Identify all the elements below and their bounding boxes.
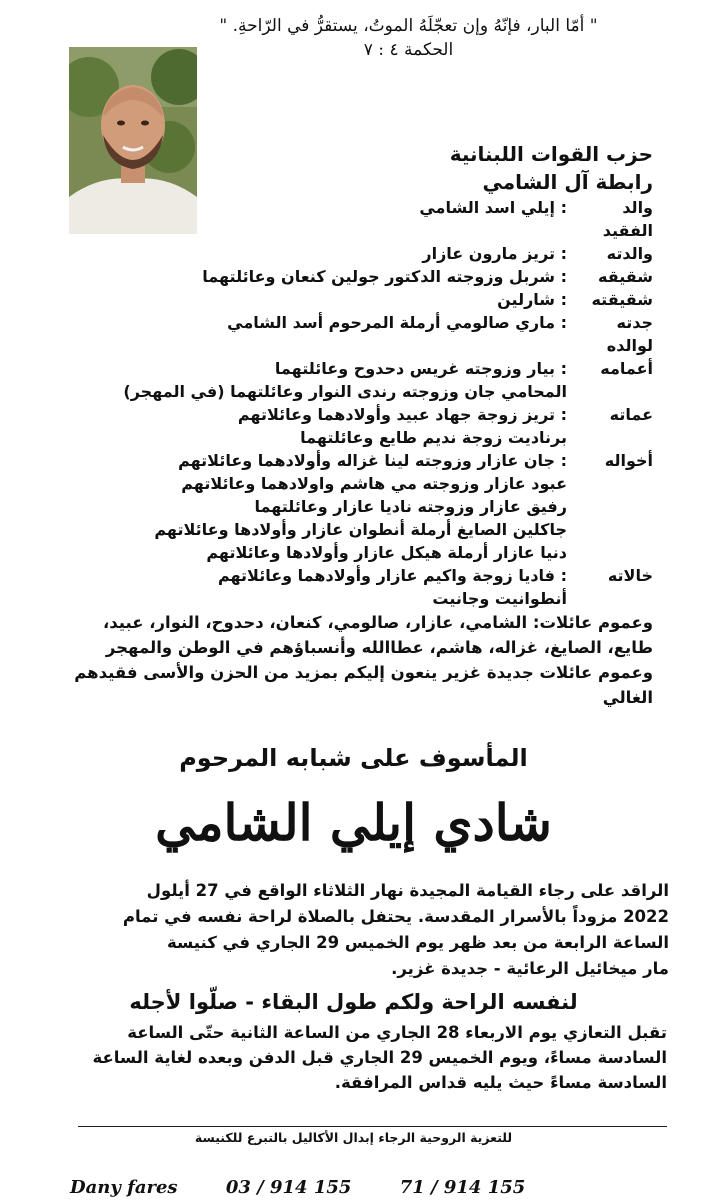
relative-names — [46, 288, 567, 311]
lament-heading: المأسوف على شبابه المرحوم — [179, 744, 528, 772]
relative-label: والد الفقيد — [602, 198, 653, 240]
relative-name-line: دنيا عازار أرملة هيكل عازار وأولادها وعائلاتهم — [206, 543, 567, 562]
relative-row — [46, 311, 653, 357]
condolence-details — [70, 1020, 667, 1095]
relative-name-line: : ماري صالومي أرملة المرحوم أسد الشامي — [227, 313, 567, 332]
relative-label: أخواله — [604, 451, 653, 470]
footer-phone-2: 71 / 914 155 — [399, 1177, 526, 1198]
relative-name-line: جاكلين الصايغ أرملة أنطوان عازار وأولادها وعائلاتهم — [154, 520, 567, 539]
relative-name-line: أنطوانيت وجانيت — [432, 589, 567, 608]
bible-verse — [150, 14, 667, 62]
relative-names — [46, 403, 567, 449]
relative-name-line: : جان عازار وزوجته لينا غزاله وأولادهما وعائلاتهم — [178, 451, 567, 470]
families-paragraph — [66, 610, 653, 710]
condolence-line: السادسة مساءً حيث يليه قداس المرافقة. — [334, 1073, 667, 1092]
relative-name-line: : تريز مارون عازار — [422, 244, 567, 263]
verse-text: " أمّا البار، فإنّهُ وإن تعجّلَهُ الموتُ، يستقرُّ في الرّاحةِ. " — [219, 16, 598, 36]
families-line: الغالي — [602, 688, 653, 707]
funeral-line: مار ميخائيل الرعائية - جديدة غزير. — [391, 959, 669, 978]
relative-names — [46, 242, 567, 265]
deceased-name: شادي إيلي الشامي — [155, 793, 552, 852]
funeral-line: الراقد على رجاء القيامة المجيدة نهار الثلاثاء الواقع في 27 أيلول — [146, 881, 669, 900]
families-line: وعموم عائلات جديدة غزير ينعون إليكم بمزيد من الحزن والأسى فقيدهم — [74, 663, 653, 682]
relative-row — [46, 449, 653, 564]
relative-label: عماته — [609, 405, 653, 424]
families-line: طايع، الصايغ، غزاله، هاشم، عطاالله وأنسباؤهم في الوطن والمهجر — [105, 638, 653, 657]
relative-name-line: : فاديا زوجة واكيم عازار وأولادهما وعائلاتهم — [217, 566, 567, 585]
league-name: رابطة آل الشامي — [482, 170, 653, 194]
relative-names — [46, 357, 567, 403]
relative-name-line: : تريز زوجة جهاد عبيد وأولادهما وعائلاتهم — [237, 405, 567, 424]
relative-label: شقيقه — [598, 267, 653, 286]
announcers-header — [450, 140, 653, 196]
relative-name-line: المحامي جان وزوجته رندى النوار وعائلتهما (في المهجر) — [123, 382, 567, 401]
relative-names — [46, 449, 567, 564]
relative-name-line: : شربل وزوجته الدكتور جولين كنعان وعائلتهما — [202, 267, 567, 286]
footer-name: Dany fares — [70, 1177, 178, 1198]
relative-name-line: : بيار وزوجته غريس دحدوح وعائلتهما — [274, 359, 567, 378]
relative-row — [46, 242, 653, 265]
relative-label: جدته لوالده — [606, 313, 653, 355]
funeral-line: الساعة الرابعة من بعد ظهر يوم الخميس 29 الجاري في كنيسة — [166, 933, 669, 952]
footer-contact — [70, 1176, 567, 1200]
relative-row — [46, 564, 653, 610]
relative-row — [46, 265, 653, 288]
relative-row — [46, 288, 653, 311]
relative-row — [46, 196, 653, 242]
party-name: حزب القوات اللبنانية — [449, 142, 653, 166]
relative-name-line: : شارلين — [497, 290, 567, 309]
relative-name-line: رفيق عازار وزوجته ناديا عازار وعائلتهما — [254, 497, 567, 516]
relative-row — [46, 357, 653, 403]
funeral-line: 2022 مزوداً بالأسرار المقدسة. يحتفل بالصلاة لراحة نفسه في تمام — [122, 907, 669, 926]
verse-reference: الحكمة ٤ : ٧ — [363, 40, 454, 60]
families-line: وعموم عائلات: الشامي، عازار، صالومي، كنعان، دحدوح، النوار، عبيد، — [102, 613, 653, 632]
relative-name-line: : إيلي اسد الشامي — [419, 198, 567, 217]
donation-note: للتعزية الروحية الرجاء إبدال الأكاليل بالتبرع للكنيسة — [194, 1130, 513, 1145]
relative-label: شقيقته — [591, 290, 653, 309]
condolence-line: السادسة مساءً، ويوم الخميس 29 الجاري قبل الدفن وبعده لغاية الساعة — [92, 1048, 667, 1067]
relative-name-line: برناديت زوجة نديم طايع وعائلتهما — [300, 428, 567, 447]
footer-phone-1: 03 / 914 155 — [225, 1177, 352, 1198]
relative-names — [46, 265, 567, 288]
relative-label: والدته — [606, 244, 653, 263]
relative-names — [46, 196, 567, 242]
funeral-details — [122, 878, 669, 982]
relative-name-line: عبود عازار وزوجته مي هاشم واولادهما وعائلاتهم — [181, 474, 567, 493]
relative-row — [46, 403, 653, 449]
condolence-line: تقبل التعازي يوم الاربعاء 28 الجاري من الساعة الثانية حتّى الساعة — [127, 1023, 667, 1042]
relative-label: أعمامه — [600, 359, 653, 378]
divider — [78, 1126, 667, 1127]
relative-names — [46, 564, 567, 610]
relative-names — [46, 311, 567, 357]
prayer-line: لنفسه الراحة ولكم طول البقاء - صلّوا لأجله — [129, 990, 578, 1014]
relative-label: خالاته — [607, 566, 653, 585]
relatives-list — [46, 196, 653, 610]
